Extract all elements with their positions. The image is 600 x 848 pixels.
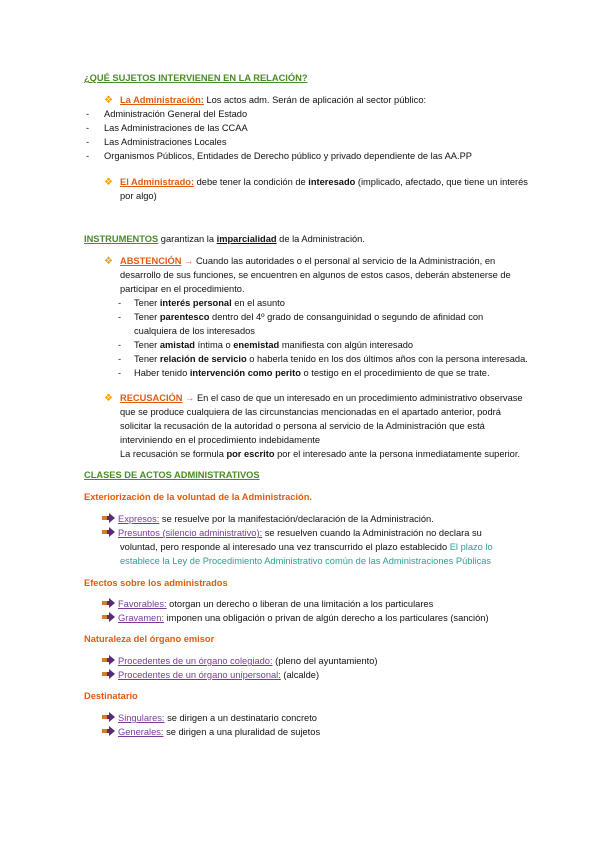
singulares-line	[102, 712, 317, 724]
administrado-bullet-line	[104, 176, 528, 189]
arrow-bullet-icon	[102, 669, 116, 679]
item-bold: amistad	[159, 340, 195, 350]
item-post: íntima o	[194, 340, 234, 350]
abstencion-item-2: cualquiera de los interesados	[134, 326, 255, 336]
admin-item-text: Las Administraciones Locales	[104, 137, 227, 147]
presuntos-teal1: El plazo lo	[449, 542, 493, 552]
item-bold2: enemistad	[233, 340, 280, 350]
admin-item-0: - Administración General del Estado	[86, 109, 248, 119]
ext-title: Exteriorización de la voluntad de la Administración.	[84, 492, 312, 502]
arrow-right-icon: →	[181, 256, 196, 266]
item-bold: parentesco	[159, 312, 210, 322]
recusacion-text: En el caso de que un interesado en un procedimiento administrativo observase	[196, 393, 523, 403]
presuntos-line3: establece la Ley de Procedimiento Administrativo común de las Administraciones Públicas	[120, 556, 492, 566]
admin-item-text: Las Administraciones de las CCAA	[104, 123, 248, 133]
admin-label: La Administración:	[120, 95, 204, 105]
administrado-post: (implicado, afectado, que tiene un interés	[355, 177, 528, 187]
recusacion-line1	[104, 392, 523, 405]
favorables-text: otorgan un derecho o liberan de una limitación a los particulares	[166, 599, 434, 609]
admin-item-text: Organismos Públicos, Entidades de Derecho público y privado dependiente de las AA.PP	[104, 151, 472, 161]
administrado-bold: interesado	[308, 177, 356, 187]
generales-label: Generales:	[118, 727, 164, 737]
recusacion-label: RECUSACIÓN	[120, 393, 183, 403]
gravamen-label: Gravamen:	[118, 613, 164, 623]
section-title-sujetos: ¿QUÉ SUJETOS INTERVIENEN EN LA RELACIÓN?	[84, 73, 308, 83]
instrumentos-bold: imparcialidad	[216, 234, 277, 244]
singulares-text: se dirigen a un destinatario concreto	[164, 713, 317, 723]
item-post: o haberla tenido en los dos últimos años con la persona interesada.	[246, 354, 528, 364]
recusacion-line5-bold: por escrito	[226, 449, 275, 459]
favorables-line	[102, 598, 433, 610]
recusacion-line3: solicitar la recusación de la autoridad o persona al servicio de la Administración que está	[120, 421, 485, 431]
recusacion-line4: interviniendo en el procedimiento indebidamente	[120, 435, 321, 445]
recusacion-line5-post: por el interesado ante la persona inmediatamente superior.	[274, 449, 520, 459]
item-bold: relación de servicio	[159, 354, 247, 364]
admin-item-3: - Organismos Públicos, Entidades de Derecho público y privado dependiente de las AA.PP	[86, 151, 472, 161]
arrow-bullet-icon	[102, 527, 116, 537]
presuntos-line2	[120, 541, 493, 553]
arrow-bullet-icon	[102, 612, 116, 622]
expresos-text: se resuelve por la manifestación/declaración de la Administración.	[159, 514, 434, 524]
diamond-bullet-icon: ❖	[104, 95, 113, 106]
abstencion-line2: desarrollo de sus funciones, se encuentren en algunos de estos casos, deberán abstenerse de	[120, 270, 511, 280]
abstencion-label: ABSTENCIÓN	[120, 256, 182, 266]
presuntos-line	[102, 527, 482, 539]
unipersonal-text: (alcalde)	[280, 670, 320, 680]
diamond-bullet-icon: ❖	[104, 177, 113, 188]
item-pre: Haber tenido	[134, 368, 190, 378]
destinatario-title: Destinatario	[84, 691, 138, 701]
generales-text: se dirigen a una pluralidad de sujetos	[163, 727, 321, 737]
diamond-bullet-icon: ❖	[104, 393, 113, 404]
item-pre: Tener	[134, 298, 160, 308]
abstencion-item-5: - Haber tenido intervención como perito o testigo en el procedimiento de que se trate.	[118, 368, 490, 378]
instrumentos-line	[84, 233, 365, 245]
admin-item-2: - Las Administraciones Locales	[86, 137, 227, 147]
abstencion-line1	[104, 255, 495, 268]
item-post: o testigo en el procedimiento de que se trate.	[300, 368, 490, 378]
item-bold: intervención como perito	[189, 368, 301, 378]
presuntos-label: Presuntos (silencio administrativo):	[118, 528, 263, 538]
administrado-text: debe tener la condición de	[194, 177, 309, 187]
item-pre: Tener	[134, 340, 160, 350]
item-bold: interés personal	[159, 298, 232, 308]
generales-line	[102, 726, 320, 738]
item-post: en el asunto	[231, 298, 285, 308]
abstencion-text: Cuando las autoridades o el personal al servicio de la Administración, en	[195, 256, 496, 266]
instrumentos-label: INSTRUMENTOS	[84, 234, 159, 244]
arrow-bullet-icon	[102, 513, 116, 523]
administrado-line2: por algo)	[120, 191, 157, 201]
presuntos-text: se resuelven cuando la Administración no declara su	[262, 528, 482, 538]
colegiado-text: (pleno del ayuntamiento)	[272, 656, 378, 666]
item-post: dentro del 4º grado de consanguinidad o segundo de afinidad con	[209, 312, 484, 322]
expresos-line	[102, 513, 434, 525]
admin-item-text: Administración General del Estado	[104, 109, 248, 119]
arrow-bullet-icon	[102, 712, 116, 722]
item-post2: manifiesta con algún interesado	[279, 340, 414, 350]
item-pre: Tener	[134, 312, 160, 322]
abstencion-item-0: - Tener interés personal en el asunto	[118, 298, 285, 308]
unipersonal-label: Procedentes de un órgano unipersonal:	[118, 670, 281, 680]
abstencion-item-4: - Tener relación de servicio o haberla tenido en los dos últimos años con la persona interesada.	[118, 354, 528, 364]
favorables-label: Favorables:	[118, 599, 167, 609]
abstencion-item-3: - Tener amistad íntima o enemistad manifiesta con algún interesado	[118, 340, 414, 350]
gravamen-text: imponen una obligación o privan de algún derecho a los particulares (sanción)	[164, 613, 489, 623]
admin-item-1: - Las Administraciones de las CCAA	[86, 123, 248, 133]
expresos-label: Expresos:	[118, 514, 160, 524]
item-pre: Tener	[134, 354, 160, 364]
arrow-bullet-icon	[102, 726, 116, 736]
abstencion-line3: participar en el procedimiento.	[120, 284, 245, 294]
colegiado-line	[102, 655, 377, 667]
recusacion-line5	[120, 448, 520, 460]
recusacion-line2: que se produce cualquiera de las circunstancias mencionadas en el apartado anterior, podrá	[120, 407, 501, 417]
administrado-label: El Administrado:	[120, 177, 195, 187]
unipersonal-line	[102, 669, 319, 681]
naturaleza-title: Naturaleza del órgano emisor	[84, 634, 215, 644]
gravamen-line	[102, 612, 489, 624]
abstencion-item-1: - Tener parentesco dentro del 4º grado de consanguinidad o segundo de afinidad con	[118, 312, 484, 322]
arrow-right-icon: →	[182, 393, 197, 403]
admin-bullet-line	[104, 94, 426, 107]
colegiado-label: Procedentes de un órgano colegiado:	[118, 656, 273, 666]
efectos-title: Efectos sobre los administrados	[84, 578, 228, 588]
diamond-bullet-icon: ❖	[104, 256, 113, 267]
admin-text: Los actos adm. Serán de aplicación al sector público:	[203, 95, 427, 105]
arrow-bullet-icon	[102, 598, 116, 608]
instrumentos-pre: garantizan la	[158, 234, 217, 244]
arrow-bullet-icon	[102, 655, 116, 665]
section-title-clases: CLASES DE ACTOS ADMINISTRATIVOS	[84, 470, 260, 480]
instrumentos-post: de la Administración.	[276, 234, 365, 244]
recusacion-line5-pre: La recusación se formula	[120, 449, 227, 459]
singulares-label: Singulares:	[118, 713, 165, 723]
presuntos-line2-text: voluntad, pero responde al interesado una vez transcurrido el plazo establecido	[120, 542, 450, 552]
